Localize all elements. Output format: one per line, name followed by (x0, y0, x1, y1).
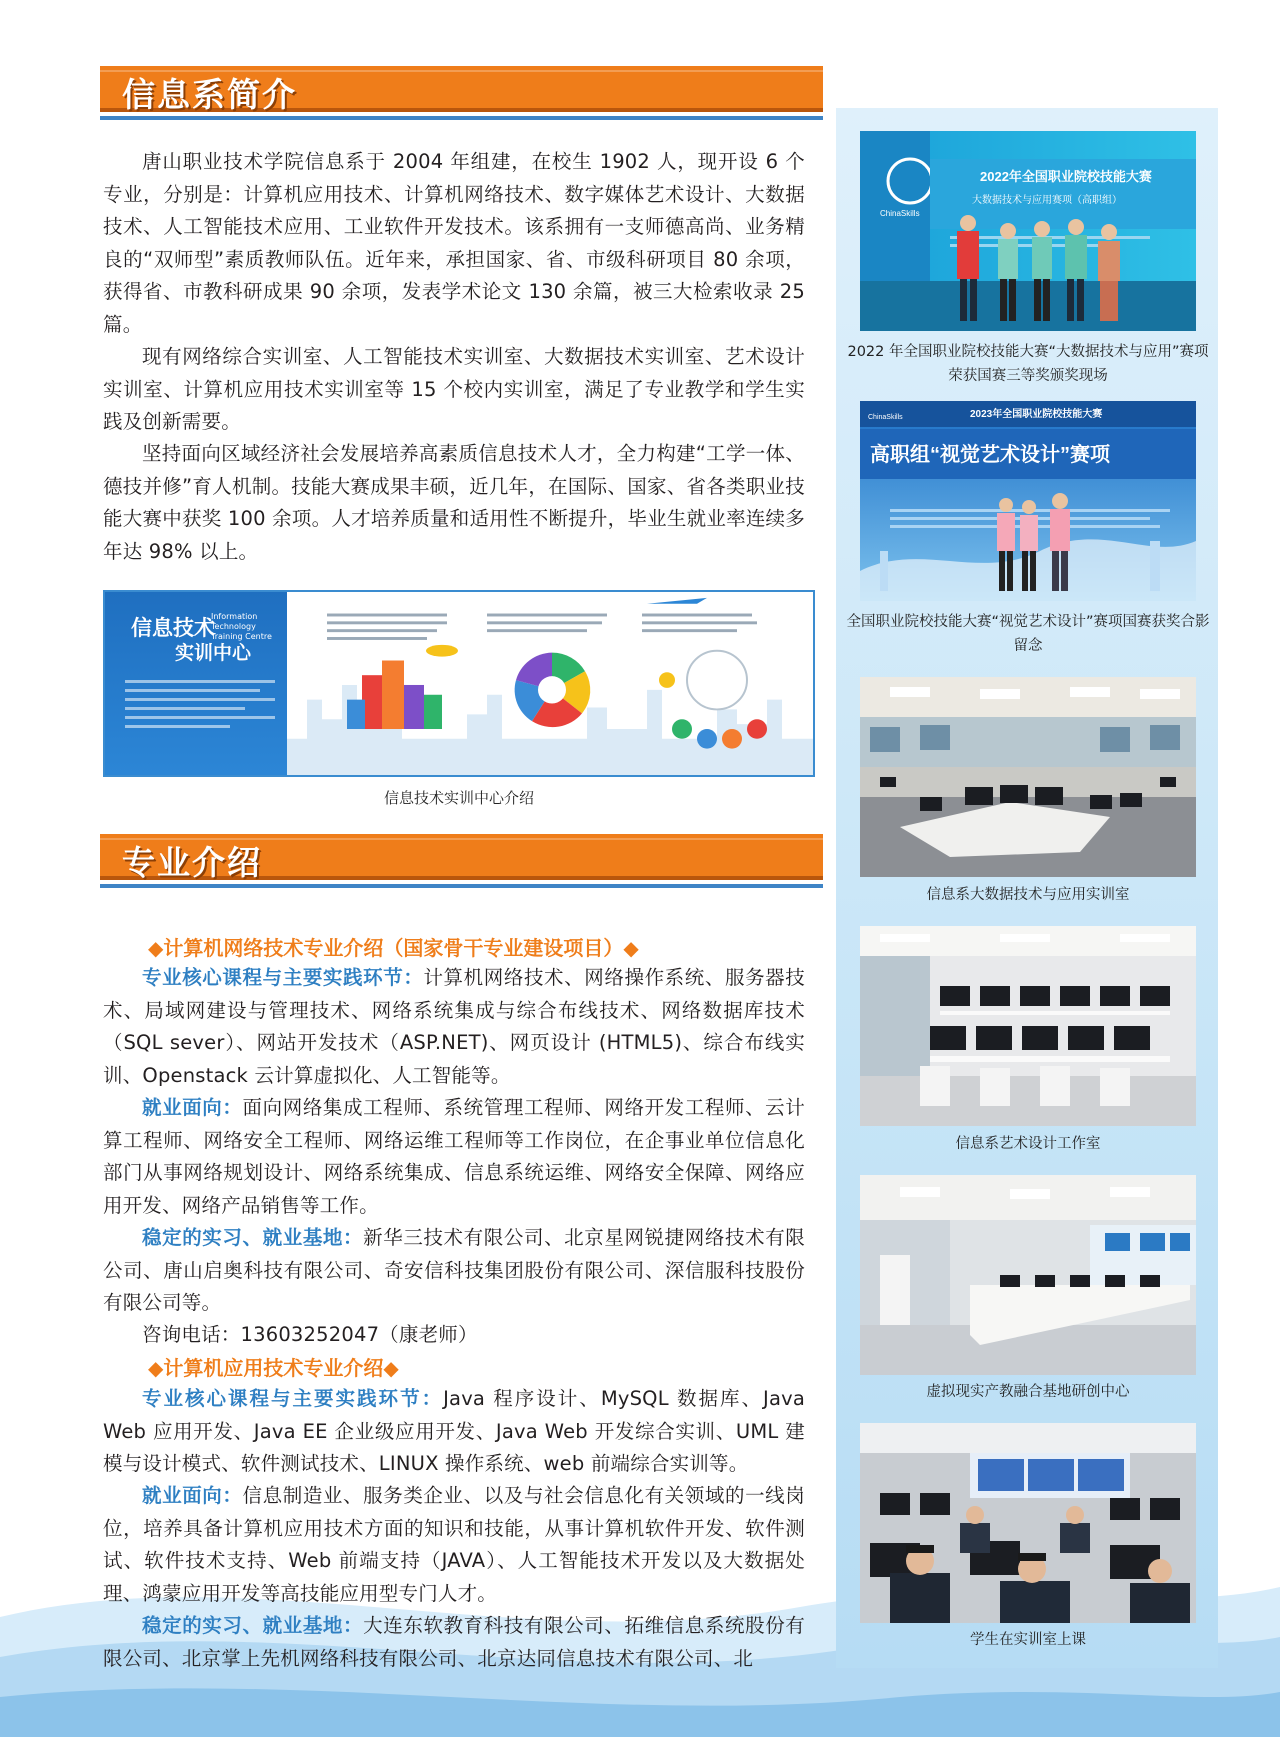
major2-bases-label: 稳定的实习、就业基地： (142, 1614, 364, 1637)
major1-jobs-label: 就业面向： (142, 1096, 243, 1119)
intro-paragraph-1: 唐山职业技术学院信息系于 2004 年组建，在校生 1902 人，现开设 6 个专业，分别是：计算机应用技术、计算机网络技术、数字媒体艺术设计、大数据技术、人工智能技术应用、工业软件开发技术。该系拥有一支师德高尚、业务精良的“双师型”素质教师队伍。近年来，承担国家、省、市级科研项目 80 余项，获得省、市教科研成果 90 余项，发表学术论文 130 余篇，被三大检索收录 25 篇。 (103, 150, 805, 336)
training-center-title-1: 信息技术 (131, 616, 215, 640)
photo6-caption: 学生在实训室上课 (970, 1632, 1086, 1648)
section-heading-majors: 专业介绍 (122, 843, 262, 882)
section-banner-majors (100, 834, 823, 880)
photo-art-design-studio (860, 926, 1196, 1126)
major2-jobs-label: 就业面向： (142, 1484, 243, 1507)
photo-vr-center (860, 1175, 1196, 1375)
major1-phone: 咨询电话：13603252047（康老师） (142, 1323, 478, 1346)
major2-jobs-text: 信息制造业、服务类企业、以及与社会信息化有关领域的一线岗位，培养具备计算机应用技术方面的知识和技能，从事计算机软件开发、软件测试、软件技术支持、Web 前端支持（JAVA）、人工智能技术开发以及大数据处理、鸿蒙应用开发等高技能应用型专门人才。 (103, 1484, 805, 1605)
major2-courses-text: Java 程序设计、MySQL 数据库、Java Web 应用开发、Java EE 企业级应用开发、Java Web 开发综合实训、UML 建模与设计模式、软件测试技术、LINUX 操作系统、web 前端综合实训等。 (103, 1387, 805, 1475)
training-center-title-en: Information Technology Training Centre (211, 612, 272, 641)
photo1-banner-sub: 大数据技术与应用赛项（高职组） (972, 195, 1122, 206)
major1-bases (103, 1222, 805, 1320)
photo1-banner-title: 2022年全国职业院校技能大赛 (980, 169, 1152, 184)
major1-jobs (103, 1092, 805, 1222)
major1-courses-text: 计算机网络技术、网络操作系统、服务器技术、局域网建设与管理技术、网络系统集成与综合布线技术、网络数据库技术（SQL sever）、网站开发技术（ASP.NET)、网页设计 (HTML5)、综合布线实训、Openstack 云计算虚拟化、人工智能等。 (103, 966, 805, 1087)
major1-bases-text: 新华三技术有限公司、北京星网锐捷网络技术有限公司、唐山启奥科技有限公司、奇安信科技集团股份有限公司、深信服科技股份有限公司等。 (103, 1226, 806, 1314)
photo-students-in-lab (860, 1423, 1196, 1623)
intro-paragraph-3: 坚持面向区域经济社会发展培养高素质信息技术人才，全力构建“工学一体、德技并修”育人机制。技能大赛成果丰硕，近几年，在国际、国家、省各类职业技能大赛中获奖 100 余项。人才培养质量和适用性不断提升，毕业生就业率连续多年达 98% 以上。 (103, 442, 805, 563)
major1-courses (103, 962, 805, 1092)
photo1-caption: 2022 年全国职业院校技能大赛“大数据技术与应用”赛项荣获国赛三等奖颁奖现场 (847, 344, 1209, 384)
photo3-caption: 信息系大数据技术与应用实训室 (926, 887, 1130, 903)
photo2-banner-title: 2023年全国职业院校技能大赛 (970, 409, 1103, 420)
photo5-caption: 虚拟现实产教融合基地研创中心 (926, 1384, 1130, 1400)
major1-title: ◆计算机网络技术专业介绍（国家骨干专业建设项目）◆ (148, 936, 639, 960)
banner-stripe (100, 116, 823, 120)
banner-stripe (100, 884, 823, 888)
major2-title: ◆计算机应用技术专业介绍◆ (148, 1356, 399, 1380)
training-center-caption: 信息技术实训中心介绍 (383, 789, 534, 807)
training-center-title-2: 实训中心 (175, 642, 252, 664)
major1-bases-label: 稳定的实习、就业基地： (142, 1226, 364, 1249)
photo4-caption: 信息系艺术设计工作室 (955, 1136, 1101, 1152)
major2-bases-text: 大连东软教育科技有限公司、拓维信息系统股份有限公司、北京掌上先机网络科技有限公司、北京达同信息技术有限公司、北 (103, 1614, 806, 1670)
photo2-caption: 全国职业院校技能大赛“视觉艺术设计”赛项国赛获奖合影留念 (846, 614, 1210, 654)
major2-jobs (103, 1480, 805, 1610)
photo-award-ceremony-2022 (860, 131, 1196, 331)
photo-visual-art-award (860, 401, 1196, 601)
photo1-logo: ChinaSkills (880, 209, 920, 218)
training-center-desc-lines (125, 677, 275, 734)
photo-big-data-lab (860, 677, 1196, 877)
photo2-logo: ChinaSkills (868, 414, 903, 421)
section-heading-intro: 信息系简介 (122, 75, 297, 114)
training-center-image (103, 590, 815, 777)
major2-courses-label: 专业核心课程与主要实践环节： (142, 1387, 444, 1410)
photo2-banner-sub: 高职组“视觉艺术设计”赛项 (870, 444, 1110, 466)
section-banner-intro (100, 66, 823, 112)
training-center-title-panel (105, 592, 287, 775)
training-center-infographic (287, 592, 815, 775)
major2-courses (103, 1383, 805, 1481)
major1-jobs-text: 面向网络集成工程师、系统管理工程师、网络开发工程师、云计算工程师、网络安全工程师、网络运维工程师等工作岗位，在企事业单位信息化部门从事网络规划设计、网络系统集成、信息系统运维、网络安全保障、网络应用开发、网络产品销售等工作。 (103, 1096, 805, 1217)
major2-bases (103, 1610, 805, 1675)
intro-paragraph-2: 现有网络综合实训室、人工智能技术实训室、大数据技术实训室、艺术设计实训室、计算机应用技术实训室等 15 个校内实训室，满足了专业教学和学生实践及创新需要。 (103, 345, 805, 433)
major1-courses-label: 专业核心课程与主要实践环节： (142, 966, 424, 989)
